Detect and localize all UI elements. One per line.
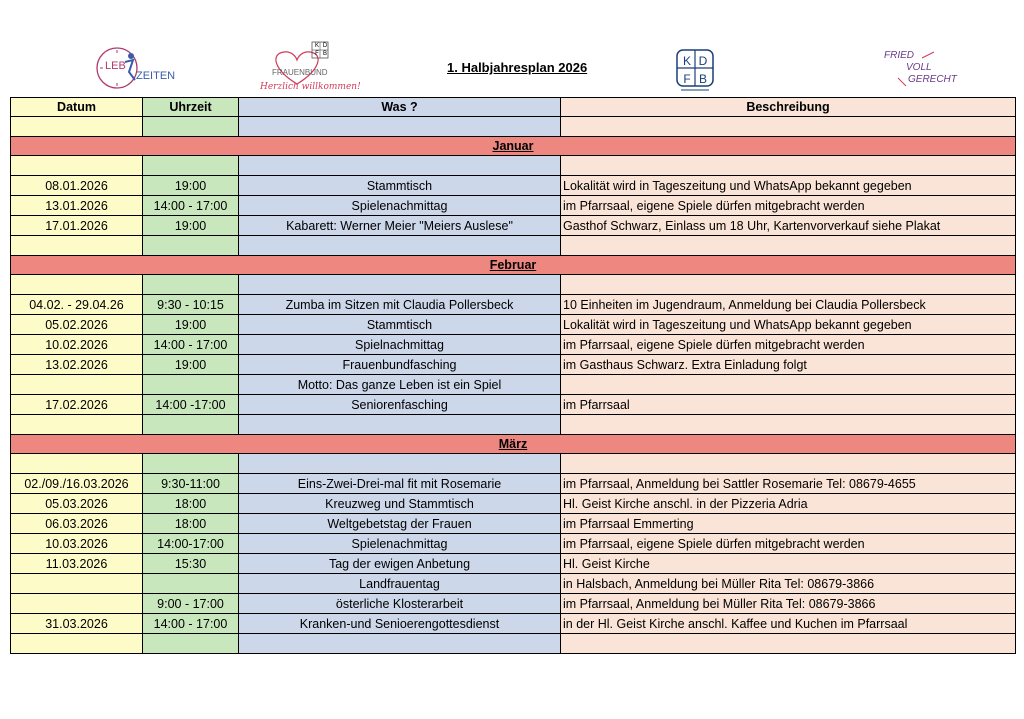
date-cell: 10.02.2026 [11,335,143,355]
description-cell: in der Hl. Geist Kirche anschl. Kaffee und Kuchen im Pfarrsaal [561,614,1016,634]
date-cell: 05.03.2026 [11,494,143,514]
fried-line2: VOLL [906,62,932,73]
friedvollgerecht-logo [878,50,970,92]
col-header-datum: Datum [11,98,143,117]
event-cell: Kabarett: Werner Meier "Meiers Auslese" [239,216,561,236]
table-row [11,335,1016,355]
empty-cell [143,117,239,137]
empty-cell [239,275,561,295]
table-row [11,176,1016,196]
event-cell: Spielnachmittag [239,335,561,355]
arrow-icon [878,50,970,92]
empty-cell [239,634,561,654]
table-row [11,216,1016,236]
frauenbund-logo [254,40,361,98]
kdfb-k: K [682,54,691,68]
empty-cell [143,236,239,256]
fb-badge-k: K [314,43,319,49]
time-cell: 18:00 [143,494,239,514]
empty-cell [143,156,239,176]
empty-cell [239,454,561,474]
event-cell: Seniorenfasching [239,395,561,415]
empty-cell [11,156,143,176]
description-cell: Hl. Geist Kirche [561,554,1016,574]
time-cell: 14:00 - 17:00 [143,196,239,216]
date-cell [11,574,143,594]
table-row [11,574,1016,594]
empty-cell [11,415,143,435]
event-cell: Spielenachmittag [239,196,561,216]
event-cell: Motto: Das ganze Leben ist ein Spiel [239,375,561,395]
description-cell: 10 Einheiten im Jugendraum, Anmeldung bei Claudia Pollersbeck [561,295,1016,315]
empty-cell [143,634,239,654]
date-cell: 10.03.2026 [11,534,143,554]
description-cell: Hl. Geist Kirche anschl. in der Pizzeria Adria [561,494,1016,514]
kdfb-f: F [683,72,691,86]
month-row [11,435,1016,454]
event-cell: Eins-Zwei-Drei-mal fit mit Rosemarie [239,474,561,494]
table-row [11,474,1016,494]
frauenbund-text: FRAUENBUND [272,68,328,77]
blank-row [11,454,1016,474]
header-row [11,98,1016,117]
table-row [11,395,1016,415]
lebzeiten-logo [95,42,175,92]
table-row [11,355,1016,375]
fried-line3: GERECHT [908,74,957,85]
empty-cell [561,454,1016,474]
empty-cell [239,236,561,256]
month-heading: Februar [11,256,1016,275]
empty-cell [143,415,239,435]
time-cell: 14:00-17:00 [143,534,239,554]
month-row [11,256,1016,275]
blank-row [11,156,1016,176]
empty-cell [561,415,1016,435]
empty-cell [561,117,1016,137]
time-cell: 19:00 [143,176,239,196]
table-row [11,554,1016,574]
event-cell: Landfrauentag [239,574,561,594]
date-cell: 05.02.2026 [11,315,143,335]
description-cell: Lokalität wird in Tageszeitung und WhatsApp bekannt gegeben [561,315,1016,335]
event-cell: Frauenbundfasching [239,355,561,375]
date-cell: 02./09./16.03.2026 [11,474,143,494]
time-cell: 19:00 [143,216,239,236]
fb-badge-f: F [315,51,319,57]
date-cell: 13.01.2026 [11,196,143,216]
description-cell: im Pfarrsaal, eigene Spiele dürfen mitgebracht werden [561,534,1016,554]
date-cell [11,375,143,395]
empty-cell [11,117,143,137]
empty-cell [143,275,239,295]
description-cell: im Pfarrsaal, Anmeldung bei Sattler Rosemarie Tel: 08679-4655 [561,474,1016,494]
description-cell: Lokalität wird in Tageszeitung und WhatsApp bekannt gegeben [561,176,1016,196]
table-row [11,534,1016,554]
description-cell: im Pfarrsaal Emmerting [561,514,1016,534]
table-row [11,494,1016,514]
time-cell [143,574,239,594]
description-cell: im Pfarrsaal, eigene Spiele dürfen mitgebracht werden [561,196,1016,216]
description-cell: im Pfarrsaal, eigene Spiele dürfen mitgebracht werden [561,335,1016,355]
date-cell: 31.03.2026 [11,614,143,634]
time-cell: 14:00 - 17:00 [143,335,239,355]
time-cell: 9:30 - 10:15 [143,295,239,315]
description-cell: im Pfarrsaal, Anmeldung bei Müller Rita Tel: 08679-3866 [561,594,1016,614]
empty-cell [11,236,143,256]
empty-cell [11,454,143,474]
event-cell: Stammtisch [239,315,561,335]
event-cell: Weltgebetstag der Frauen [239,514,561,534]
event-cell: Stammtisch [239,176,561,196]
empty-cell [11,634,143,654]
lebzeiten-right: ZEITEN [136,70,176,82]
event-cell: österliche Klosterarbeit [239,594,561,614]
empty-cell [239,117,561,137]
empty-cell [143,454,239,474]
time-cell: 18:00 [143,514,239,534]
blank-row [11,275,1016,295]
date-cell: 11.03.2026 [11,554,143,574]
month-row [11,137,1016,156]
date-cell: 08.01.2026 [11,176,143,196]
table-row [11,315,1016,335]
table-row [11,514,1016,534]
blank-row [11,634,1016,654]
schedule-body [11,117,1016,654]
event-cell: Kreuzweg und Stammtisch [239,494,561,514]
page-header [10,40,1015,98]
kdfb-logo [673,48,717,94]
col-header-was: Was ? [239,98,561,117]
empty-cell [561,236,1016,256]
page-title: 1. Halbjahresplan 2026 [447,60,588,75]
description-cell: Gasthof Schwarz, Einlass um 18 Uhr, Kartenvorverkauf siehe Plakat [561,216,1016,236]
schedule-table [10,97,1016,654]
time-cell: 19:00 [143,355,239,375]
table-row [11,614,1016,634]
table-row [11,295,1016,315]
table-row [11,594,1016,614]
time-cell: 14:00 -17:00 [143,395,239,415]
empty-cell [239,156,561,176]
kdfb-b: B [698,72,707,86]
empty-cell [561,156,1016,176]
date-cell [11,594,143,614]
table-row [11,196,1016,216]
col-header-beschreibung: Beschreibung [561,98,1016,117]
blank-row [11,117,1016,137]
frauenbund-script: Herzlich willkommen! [260,82,361,92]
col-header-uhrzeit: Uhrzeit [143,98,239,117]
fb-badge-b: B [322,51,327,57]
month-heading: März [11,435,1016,454]
time-cell: 9:30-11:00 [143,474,239,494]
description-cell: in Halsbach, Anmeldung bei Müller Rita Tel: 08679-3866 [561,574,1016,594]
time-cell [143,375,239,395]
description-cell [561,375,1016,395]
date-cell: 06.03.2026 [11,514,143,534]
event-cell: Tag der ewigen Anbetung [239,554,561,574]
empty-cell [239,415,561,435]
date-cell: 13.02.2026 [11,355,143,375]
date-cell: 17.01.2026 [11,216,143,236]
time-cell: 14:00 - 17:00 [143,614,239,634]
time-cell: 9:00 - 17:00 [143,594,239,614]
description-cell: im Gasthaus Schwarz. Extra Einladung folgt [561,355,1016,375]
description-cell: im Pfarrsaal [561,395,1016,415]
blank-row [11,236,1016,256]
blank-row [11,415,1016,435]
date-cell: 17.02.2026 [11,395,143,415]
table-row [11,375,1016,395]
empty-cell [11,275,143,295]
event-cell: Kranken-und Senioerengottesdienst [239,614,561,634]
event-cell: Spielenachmittag [239,534,561,554]
date-cell: 04.02. - 29.04.26 [11,295,143,315]
empty-cell [561,634,1016,654]
empty-cell [561,275,1016,295]
kdfb-d: D [698,54,708,68]
fried-line1: FRIED [884,50,914,61]
time-cell: 15:30 [143,554,239,574]
time-cell: 19:00 [143,315,239,335]
fb-badge-d: D [322,43,328,49]
month-heading: Januar [11,137,1016,156]
lebzeiten-left: LEB [105,60,126,72]
event-cell: Zumba im Sitzen mit Claudia Pollersbeck [239,295,561,315]
